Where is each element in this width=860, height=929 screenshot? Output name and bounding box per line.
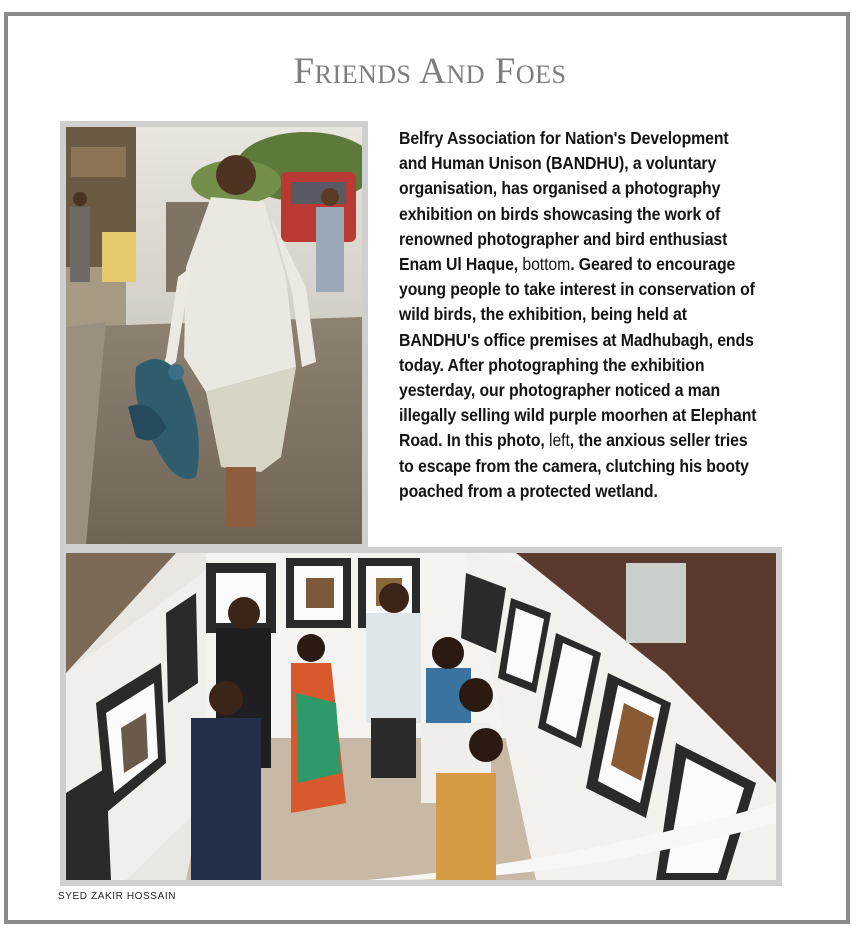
- article-body: [399, 126, 758, 504]
- body-part-3: , the anxious seller tries to escape from the camera, clutching his booty poached from a protected wetland.: [399, 430, 749, 501]
- body-part-2: . Geared to encourage young people to take interest in conservation of wild birds, the exhibition, being held at BANDHU's office premises at Madhubagh, ends today. After photographing the exhibition yesterday, our photographer noticed a man illegally selling wild purple moorhen at Elephant Road. In this photo,: [399, 254, 757, 451]
- photo-reference-bottom: bottom: [522, 254, 571, 275]
- exhibition-photo: [60, 547, 782, 886]
- photo-reference-left: left: [549, 430, 570, 451]
- street-seller-photo: [60, 121, 368, 550]
- article-title: Friends And Foes: [293, 51, 567, 92]
- photo-credit: SYED ZAKIR HOSSAIN: [58, 891, 177, 902]
- body-part-1: Belfry Association for Nation's Development and Human Unison (BANDHU), a voluntary organisation, has organised a photography exhibition on birds showcasing the work of renowned photographer and bird enthusiast Enam Ul Haque,: [399, 128, 729, 275]
